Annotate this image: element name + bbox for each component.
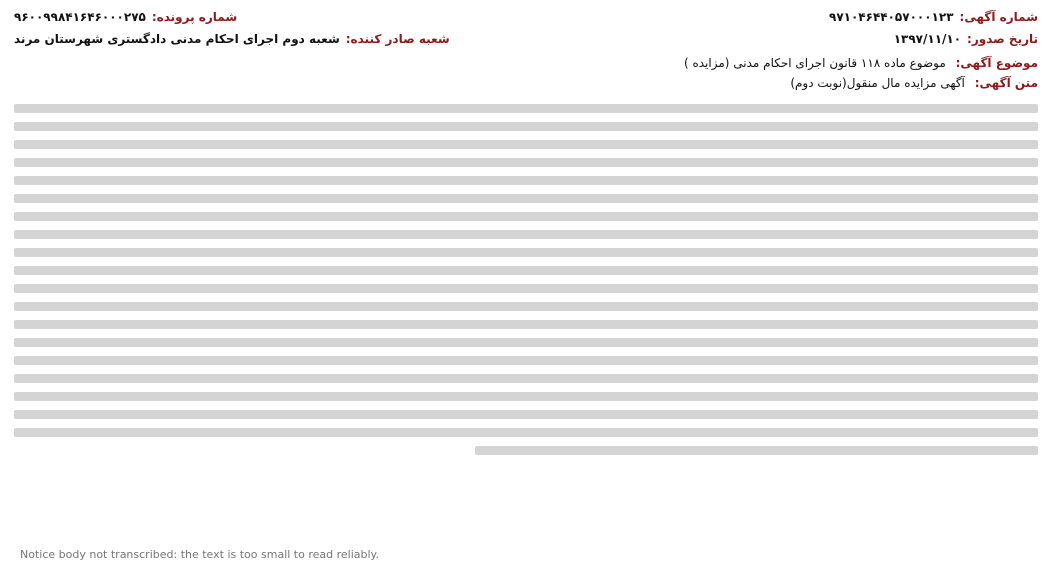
issue-date: تاریخ صدور: ۱۳۹۷/۱۱/۱۰ [893, 32, 1038, 46]
body-line-placeholder [14, 140, 1038, 149]
body-line-placeholder [14, 266, 1038, 275]
body-line-placeholder [14, 356, 1038, 365]
notice-number: شماره آگهی: ۹۷۱۰۴۶۴۴۰۵۷۰۰۰۱۲۳ [829, 10, 1038, 24]
body-line-placeholder [14, 410, 1038, 419]
body-line-placeholder [14, 230, 1038, 239]
transcription-note: Notice body not transcribed: the text is too small to read reliably. [20, 548, 379, 561]
body-line-placeholder [14, 212, 1038, 221]
body-line-placeholder [14, 320, 1038, 329]
body-line-placeholder [14, 194, 1038, 203]
body-line-placeholder [14, 284, 1038, 293]
case-number: شماره پرونده: ۹۶۰۰۹۹۸۴۱۶۴۶۰۰۰۲۷۵ [14, 10, 238, 24]
body-line-placeholder [14, 338, 1038, 347]
body-line-placeholder [14, 176, 1038, 185]
body-line-placeholder [14, 302, 1038, 311]
body-line-placeholder [14, 248, 1038, 257]
meta-row-2 [14, 28, 1038, 50]
issuing-branch: شعبه صادر کننده: شعبه دوم اجرای احکام مدنی دادگستری شهرستان مرند [14, 32, 450, 46]
body-line-placeholder [14, 392, 1038, 401]
notice-title: متن آگهی: آگهی مزایده مال منقول(نوبت دوم) [790, 76, 1038, 90]
body-line-placeholder [475, 446, 1038, 455]
body-line-placeholder [14, 122, 1038, 131]
body-line-placeholder [14, 158, 1038, 167]
meta-row-1 [14, 6, 1038, 28]
notice-body-placeholder [14, 104, 1038, 455]
body-line-placeholder [14, 374, 1038, 383]
body-line-placeholder [14, 104, 1038, 113]
notice-subject: موضوع آگهی: موضوع ماده ۱۱۸ قانون اجرای احکام مدنی (مزایده ) [683, 56, 1038, 70]
body-line-placeholder [14, 428, 1038, 437]
